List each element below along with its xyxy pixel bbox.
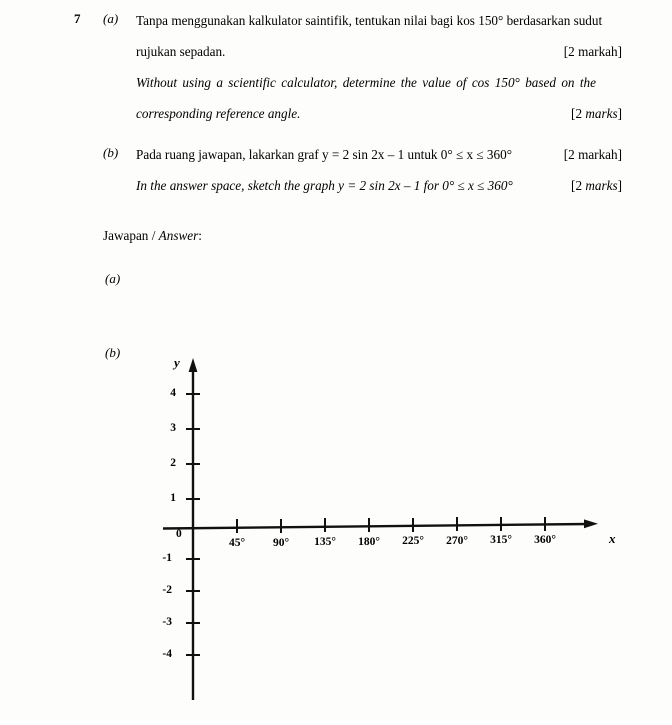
part-a-malay-marks: [2 markah] (563, 44, 622, 59)
part-b-english-marks-suffix: ] (617, 178, 622, 193)
part-a-english-marks-prefix: [2 (571, 106, 586, 121)
question-number: 7 (74, 11, 81, 26)
part-b-label: (b) (103, 145, 119, 160)
answer-heading-malay: Jawapan / (103, 228, 159, 243)
part-b-english-line-1-text: In the answer space, sketch the graph y = 2 sin 2x – 1 for 0° ≤ x ≤ 360° (136, 178, 513, 193)
answer-heading-colon: : (198, 228, 202, 243)
x-axis-arrowhead (584, 519, 598, 528)
part-b-malay-marks: [2 markah] (563, 147, 622, 162)
y-tick-label-3: 3 (170, 422, 176, 434)
x-tick-label-180: 180° (358, 536, 380, 548)
y-axis-arrowhead (189, 358, 198, 372)
part-a-english-line-2-text: corresponding reference angle. (136, 106, 301, 121)
part-a-label: (a) (103, 11, 119, 26)
part-a-english-line-1-text: Without using a scientific calculator, determine the value of cos 150° based on the (136, 75, 596, 90)
part-b-malay-line-1-text: Pada ruang jawapan, lakarkan graf y = 2 sin 2x – 1 untuk 0° ≤ x ≤ 360° (136, 147, 512, 162)
x-axis-label: x (609, 531, 616, 546)
x-tick-label-135: 135° (314, 536, 336, 548)
part-a-english-marks-suffix: ] (617, 106, 622, 121)
answer-heading (103, 228, 202, 244)
x-tick-label-270: 270° (446, 535, 468, 547)
y-axis-label: y (174, 355, 180, 370)
y-tick-label-4: 4 (170, 387, 176, 399)
y-tick-label-1: 1 (170, 492, 176, 504)
part-b-english-line-1 (136, 170, 622, 201)
part-a-english-marks-word: marks (585, 106, 618, 121)
part-a-malay-line-1: Tanpa menggunakan kalkulator saintifik, tentukan nilai bagi kos 150° berdasarkan sudut (136, 13, 603, 28)
part-a-english-marks (571, 98, 622, 129)
x-tick-label-90: 90° (272, 537, 290, 549)
answer-a-label: (a) (105, 271, 121, 286)
part-a-english-line-1 (136, 67, 622, 98)
answer-b-label: (b) (105, 345, 121, 360)
part-b-english-marks (571, 170, 622, 201)
part-b-english-marks-prefix: [2 (571, 178, 586, 193)
x-tick-label-360: 360° (534, 534, 556, 546)
part-b-text (136, 139, 622, 201)
y-tick-label-neg4: -4 (162, 648, 172, 660)
origin-label: 0 (176, 528, 182, 540)
x-tick-label-45: 45° (228, 537, 246, 549)
part-b-english-marks-word: marks (585, 178, 618, 193)
y-tick-label-neg2: -2 (162, 584, 172, 596)
y-tick-label-neg1: -1 (162, 552, 172, 564)
y-tick-label-2: 2 (170, 457, 176, 469)
part-a-malay-line-2-text: rujukan sepadan. (136, 44, 226, 59)
part-a-english-line-2 (136, 98, 622, 129)
x-tick-label-315: 315° (490, 534, 512, 546)
x-axis-line (163, 524, 588, 529)
y-tick-label-neg3: -3 (162, 616, 172, 628)
part-a-malay-line-2 (136, 36, 622, 67)
part-a-text (136, 5, 622, 129)
answer-heading-english: Answer (158, 228, 199, 243)
x-tick-label-225: 225° (402, 535, 424, 547)
part-b-malay-line-1 (136, 139, 622, 170)
